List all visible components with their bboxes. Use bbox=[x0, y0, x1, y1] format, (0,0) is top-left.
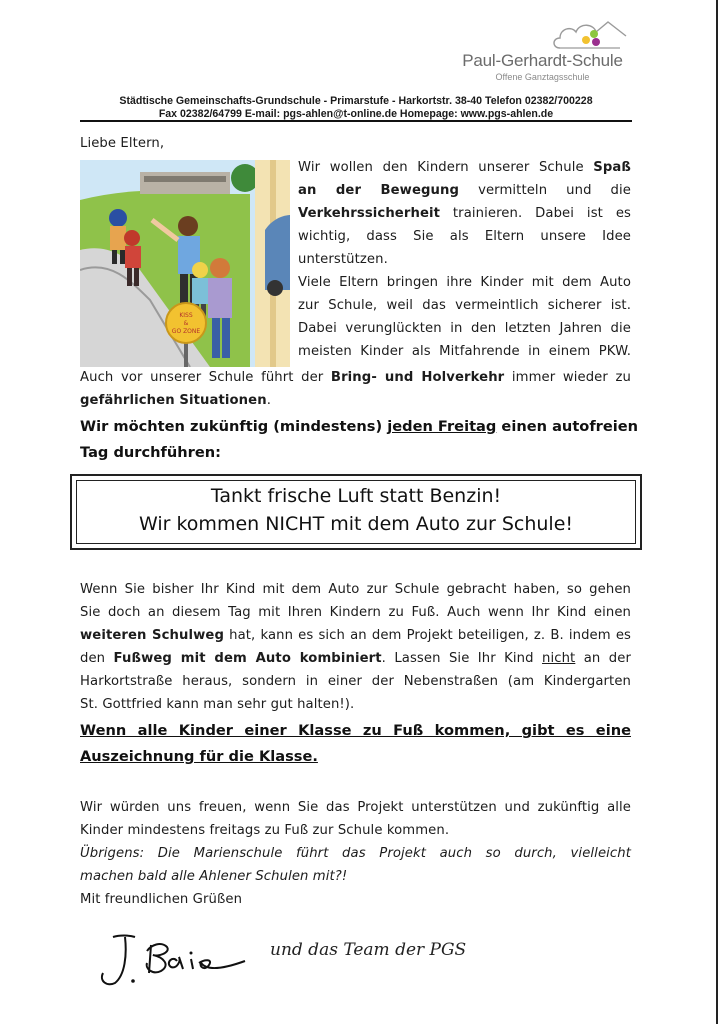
house-cloud-icon bbox=[550, 14, 630, 54]
intro-line-1: Wir wollen den Kindern unserer Schule Spaß bbox=[298, 160, 631, 175]
closing-note-line-2: machen bald alle Ahlener Schulen mit?! bbox=[80, 869, 348, 884]
body-line-4: den Fußweg mit dem Auto kombiniert. Lassen Sie Ihr Kind nicht an der bbox=[80, 651, 631, 666]
purple-dot bbox=[592, 38, 600, 46]
intro-line-4: wichtig, dass Sie als Eltern unsere Idee bbox=[298, 229, 631, 244]
letterhead-address: Städtische Gemeinschafts-Grundschule - Primarstufe - Harkortstr. 38-40 Telefon 02382/700228 bbox=[119, 95, 593, 107]
intro-line-2: an der Bewegung vermitteln und die bbox=[298, 183, 631, 198]
closing-note-line-1: Übrigens: Die Marienschule führt das Projekt auch so durch, vielleicht bbox=[80, 846, 631, 861]
award-line-2: Auszeichnung für die Klasse. bbox=[80, 748, 318, 765]
intro-line-6: Viele Eltern bringen ihre Kinder mit dem Auto bbox=[298, 275, 631, 290]
intro-line-11: gefährlichen Situationen. bbox=[80, 393, 271, 408]
plan-line-1: Wir möchten zukünftig (mindestens) jeden Freitag einen autofreien bbox=[80, 418, 639, 435]
closing-line-2: Kinder mindestens freitags zu Fuß zur Schule kommen. bbox=[80, 823, 450, 838]
slogan-box bbox=[70, 474, 642, 550]
intro-line-8: Dabei verunglückten in den letzten Jahren die bbox=[298, 321, 631, 336]
intro-line-5: unterstützen. bbox=[298, 252, 388, 267]
signature-team: und das Team der PGS bbox=[270, 940, 467, 960]
school-name: Paul-Gerhardt-Schule bbox=[462, 51, 623, 70]
body-line-2: Sie doch an diesem Tag mit Ihren Kindern zu Fuß. Auch wenn Ihr Kind einen bbox=[80, 605, 631, 620]
slogan-line-1: Tankt frische Luft statt Benzin! bbox=[210, 485, 502, 507]
yellow-dot bbox=[582, 36, 590, 44]
intro-line-9: meisten Kinder als Mitfahrende in einem PKW. bbox=[298, 344, 631, 359]
letterhead-contact: Fax 02382/64799 E-mail: pgs-ahlen@t-online.de Homepage: www.pgs-ahlen.de bbox=[158, 108, 554, 120]
intro-line-3: Verkehrssicherheit trainieren. Dabei ist es bbox=[298, 206, 631, 221]
letterhead bbox=[80, 95, 632, 121]
slogan-line-2: Wir kommen NICHT mit dem Auto zur Schule! bbox=[138, 513, 574, 535]
intro-line-7: zur Schule, weil das vermeintlich sicherer ist. bbox=[298, 298, 631, 313]
body-line-1: Wenn Sie bisher Ihr Kind mit dem Auto zur Schule gebracht haben, so gehen bbox=[80, 582, 631, 597]
sign-text-go-zone: GO ZONE bbox=[171, 328, 201, 335]
header-rule bbox=[80, 120, 632, 122]
plan-line-2: Tag durchführen: bbox=[80, 444, 221, 461]
sign-text-kiss: KISS bbox=[179, 312, 193, 319]
greeting: Liebe Eltern, bbox=[80, 136, 165, 151]
school-logo bbox=[455, 14, 645, 84]
kiss-and-go-illustration bbox=[80, 160, 290, 367]
school-subtitle: Offene Ganztagsschule bbox=[495, 72, 590, 82]
closing-regards: Mit freundlichen Grüßen bbox=[80, 892, 243, 907]
award-line-1: Wenn alle Kinder einer Klasse zu Fuß kommen, gibt es eine bbox=[80, 722, 631, 739]
body-line-5: Harkortstraße heraus, sondern in einer der Nebenstraßen (am Kindergarten bbox=[80, 674, 631, 689]
intro-line-10: Auch vor unserer Schule führt der Bring- und Holverkehr immer wieder zu bbox=[80, 370, 631, 385]
green-dot bbox=[590, 30, 598, 38]
sign-text-and: & bbox=[183, 320, 189, 327]
closing-line-1: Wir würden uns freuen, wenn Sie das Projekt unterstützen und zukünftig alle bbox=[80, 800, 631, 815]
handwritten-signature bbox=[95, 925, 255, 995]
body-line-3: weiteren Schulweg hat, kann es sich an dem Projekt beteiligen, z. B. indem es bbox=[80, 628, 632, 643]
body-line-6: St. Gottfried kann man sehr gut halten!). bbox=[80, 697, 355, 712]
